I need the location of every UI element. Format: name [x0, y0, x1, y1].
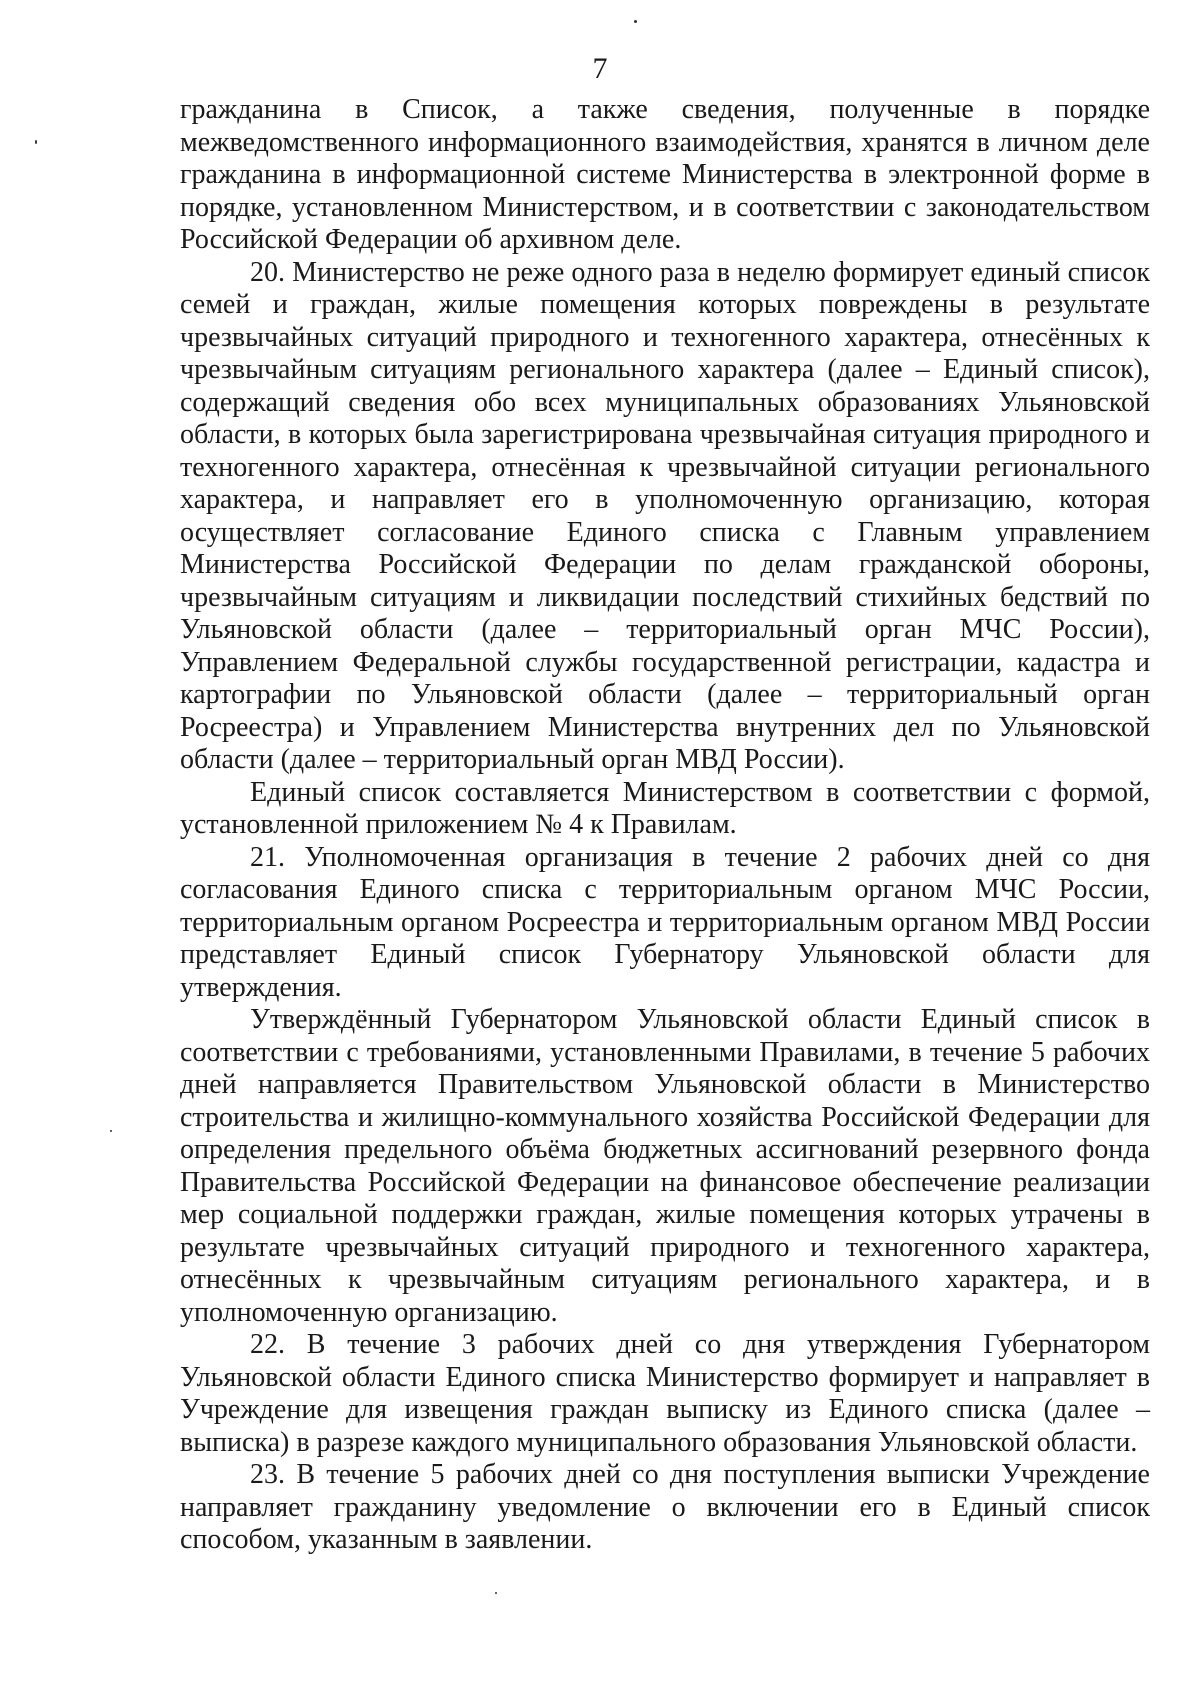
document-body — [180, 94, 1150, 1557]
scan-speck — [110, 1130, 112, 1132]
paragraph-20: 20. Министерство не реже одного раза в неделю формирует единый список семей и граждан, жилые помещения которых повреждены в результате чрезвычайных ситуаций природного и техногенного характера, отнесённых к чрезвычайным ситуациям регионального характера (далее – Единый список), содержащий сведения обо всех муниципальных образованиях Ульяновской области, в которых была зарегистрирована чрезвычайная ситуация природного и техногенного характера, отнесённая к чрезвычайной ситуации регионального характера, и направляет его в уполномоченную организацию, которая осуществляет согласование Единого списка с Главным управлением Министерства Российской Федерации по делам гражданской обороны, чрезвычайным ситуациям и ликвидации последствий стихийных бедствий по Ульяновской области (далее – территориальный орган МЧС России), Управлением Федеральной службы государственной регистрации, кадастра и картографии по Ульяновской области (далее – территориальный орган Росреестра) и Управлением Министерства внутренних дел по Ульяновской области (далее – территориальный орган МВД России). — [180, 256, 1150, 775]
page-number: 7 — [592, 52, 608, 85]
paragraph-21: 21. Уполномоченная организация в течение 2 рабочих дней со дня согласования Единого списка с территориальным органом МЧС России, территориальным органом Росреестра и территориальным органом МВД России представляет Единый список Губернатору Ульяновской области для утверждения. — [180, 841, 1150, 1003]
scan-speck — [634, 20, 637, 23]
paragraph-23: 23. В течение 5 рабочих дней со дня поступления выписки Учреждение направляет гражданину уведомление о включении его в Единый список способом, указанным в заявлении. — [180, 1459, 1150, 1555]
scan-speck — [495, 1592, 497, 1594]
scan-speck — [35, 140, 37, 144]
paragraph-20-form: Единый список составляется Министерством в соответствии с формой, установленной приложением № 4 к Правилам. — [180, 776, 1150, 840]
paragraph-continuation: гражданина в Список, а также сведения, полученные в порядке межведомственного информационного взаимодействия, хранятся в личном деле гражданина в информационной системе Министерства в электронной форме в порядке, установленном Министерством, и в соответствии с законодательством Российской Федерации об архивном деле. — [180, 94, 1150, 255]
paragraph-22: 22. В течение 3 рабочих дней со дня утверждения Губернатором Ульяновской области Единого списка Министерство формирует и направляет в Учреждение для извещения граждан выписку из Единого списка (далее – выписка) в разрезе каждого муниципального образования Ульяновской области. — [180, 1329, 1150, 1458]
paragraph-21-approval: Утверждённый Губернатором Ульяновской области Единый список в соответствии с требованиями, установленными Правилами, в течение 5 рабочих дней направляется Правительством Ульяновской области в Министерство строительства и жилищно-коммунального хозяйства Российской Федерации для определения предельного объёма бюджетных ассигнований резервного фонда Правительства Российской Федерации на финансовое обеспечение реализации мер социальной поддержки граждан, жилые помещения которых утрачены в результате чрезвычайных ситуаций природного и техногенного характера, отнесённых к чрезвычайным ситуациям регионального характера, и в уполномоченную организацию. — [180, 1004, 1150, 1328]
